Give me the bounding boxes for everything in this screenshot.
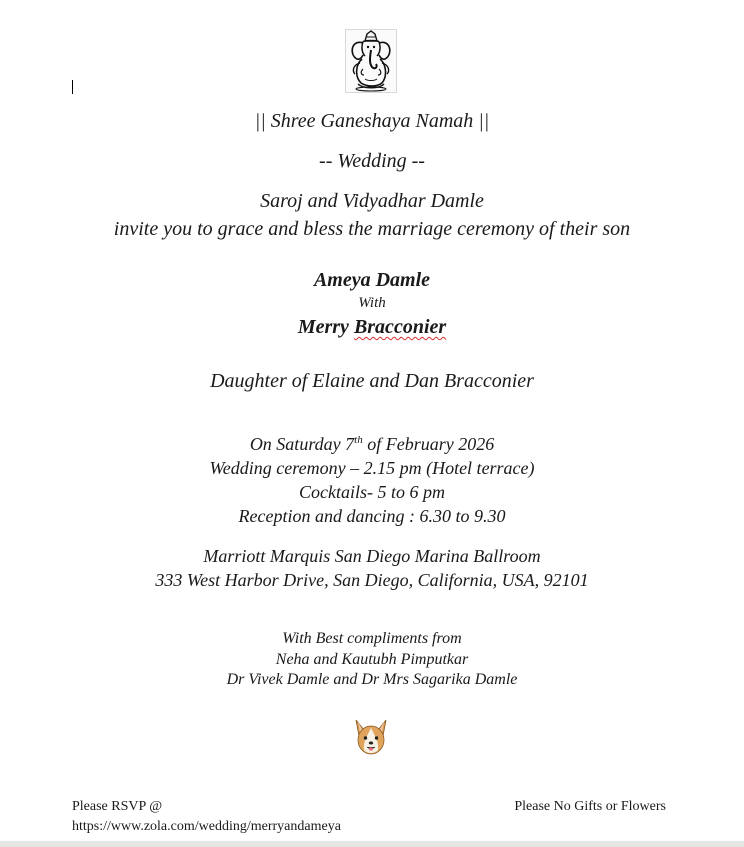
compliments-line-2: Dr Vivek Damle and Dr Mrs Sagarika Damle [226,671,518,688]
venue-address: 333 West Harbor Drive, San Diego, California, USA, 92101 [155,570,589,590]
bride-last-name: Bracconier [353,316,447,338]
invite-line: invite you to grace and bless the marriage ceremony of their son [113,218,631,240]
corgi-icon [350,716,392,758]
date-line [0,434,744,455]
hosts-line: Saroj and Vidyadhar Damle [260,190,484,212]
compliments-line-1: Neha and Kautubh Pimputkar [275,651,469,668]
bride-first-name: Merry [297,316,354,338]
with-word: With [358,295,386,311]
ceremony-line: Wedding ceremony – 2.15 pm (Hotel terrace) [209,458,535,478]
bride-parents-line: Daughter of Elaine and Dan Bracconier [210,370,534,392]
text-cursor [72,80,73,94]
cocktails-line: Cocktails- 5 to 6 pm [299,482,445,502]
page-bottom-edge [0,841,744,847]
rsvp-label: Please RSVP @ [72,799,163,814]
rsvp-url[interactable]: https://www.zola.com/wedding/merryandameya [72,819,341,834]
date-suffix: of February 2026 [362,434,495,454]
date-prefix: On Saturday 7 [249,434,355,454]
rsvp-block [72,797,341,837]
event-label: -- Wedding -- [319,150,425,172]
gifts-note: Please No Gifts or Flowers [514,799,666,814]
venue-name: Marriott Marquis San Diego Marina Ballroom [203,546,541,566]
date-superscript: th [354,434,363,446]
compliments-heading: With Best compliments from [282,630,462,647]
invocation-line: || Shree Ganeshaya Namah || [254,110,490,132]
ganesha-icon [345,29,397,93]
reception-line: Reception and dancing : 6.30 to 9.30 [238,506,506,526]
bride-name [0,316,744,339]
groom-name: Ameya Damle [313,269,431,291]
